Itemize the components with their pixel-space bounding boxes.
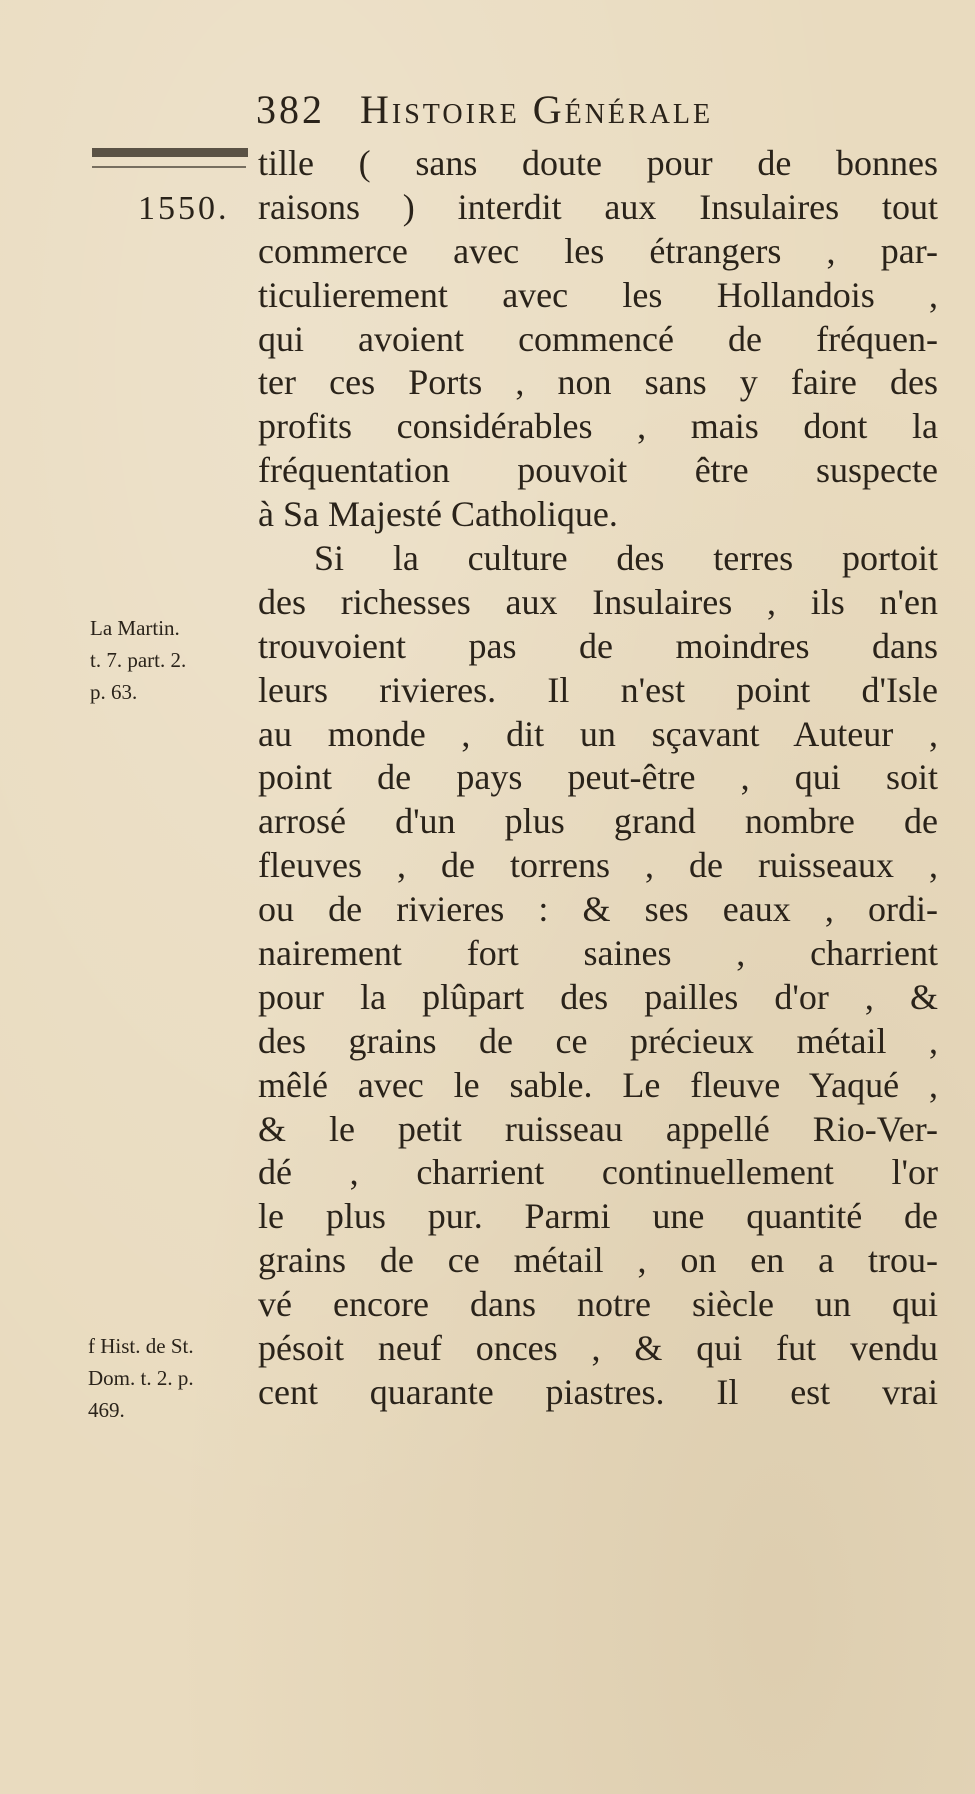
text-line: cent quarante piastres. Il est vrai bbox=[258, 1371, 938, 1412]
text-line: arrosé d'un plus grand nombre de bbox=[258, 801, 938, 842]
margin-reference-martin bbox=[90, 612, 186, 708]
text-line: tille ( sans doute pour de bonnes bbox=[258, 143, 938, 183]
margin-reference-line: 469. bbox=[88, 1398, 125, 1422]
text-line: fleuves , de torrens , de ruisseaux , bbox=[258, 845, 938, 886]
body-text bbox=[258, 142, 938, 1415]
margin-reference-line: p. 63. bbox=[90, 680, 138, 704]
text-line: dé , charrient continuellement l'or bbox=[258, 1152, 938, 1193]
text-line: le plus pur. Parmi une quantité de bbox=[258, 1196, 938, 1237]
text-line: Si la culture des terres portoit bbox=[314, 538, 938, 579]
margin-reference-line: La Martin. bbox=[90, 616, 180, 640]
text-line: ou de rivieres : & ses eaux , ordi- bbox=[258, 889, 938, 930]
text-line: nairement fort saines , charrient bbox=[258, 933, 938, 974]
text-line: fréquentation pouvoit être suspecte bbox=[258, 450, 938, 491]
text-line: pour la plûpart des pailles d'or , & bbox=[258, 976, 938, 1017]
text-line: vé encore dans notre siècle un qui bbox=[258, 1284, 938, 1325]
text-line: leurs rivieres. Il n'est point d'Isle bbox=[258, 669, 938, 710]
header-rule-thin bbox=[92, 166, 246, 168]
text-line: trouvoient pas de moindres dans bbox=[258, 625, 938, 666]
header-rule-thick bbox=[92, 148, 248, 157]
running-head bbox=[256, 86, 896, 136]
text-line: des grains de ce précieux métail , bbox=[258, 1020, 938, 1061]
text-line: mêlé avec le sable. Le fleuve Yaqué , bbox=[258, 1064, 938, 1105]
text-line: raisons ) interdit aux Insulaires tout bbox=[258, 186, 938, 227]
margin-reference-line: Dom. t. 2. p. bbox=[88, 1366, 194, 1390]
margin-reference-line: f Hist. de St. bbox=[88, 1334, 194, 1358]
text-line: pésoit neuf onces , & qui fut vendu bbox=[258, 1328, 938, 1369]
text-line: & le petit ruisseau appellé Rio-Ver- bbox=[258, 1108, 938, 1149]
running-head-title: Histoire Générale bbox=[360, 87, 714, 132]
text-line: ticulierement avec les Hollandois , bbox=[258, 274, 938, 315]
margin-reference-histoire bbox=[88, 1330, 194, 1426]
text-line: commerce avec les étrangers , par- bbox=[258, 230, 938, 271]
text-line: au monde , dit un sçavant Auteur , bbox=[258, 713, 938, 754]
text-line: à Sa Majesté Catholique. bbox=[258, 494, 618, 535]
text-line: qui avoient commencé de fréquen- bbox=[258, 318, 938, 359]
text-line: grains de ce métail , on en a trou- bbox=[258, 1240, 938, 1281]
text-line: des richesses aux Insulaires , ils n'en bbox=[258, 581, 938, 622]
text-line: point de pays peut-être , qui soit bbox=[258, 757, 938, 798]
page-number: 382 bbox=[256, 87, 325, 132]
text-line: profits considérables , mais dont la bbox=[258, 406, 938, 447]
margin-year: 1550. bbox=[138, 190, 230, 227]
text-line: ter ces Ports , non sans y faire des bbox=[258, 362, 938, 403]
margin-reference-line: t. 7. part. 2. bbox=[90, 648, 187, 672]
